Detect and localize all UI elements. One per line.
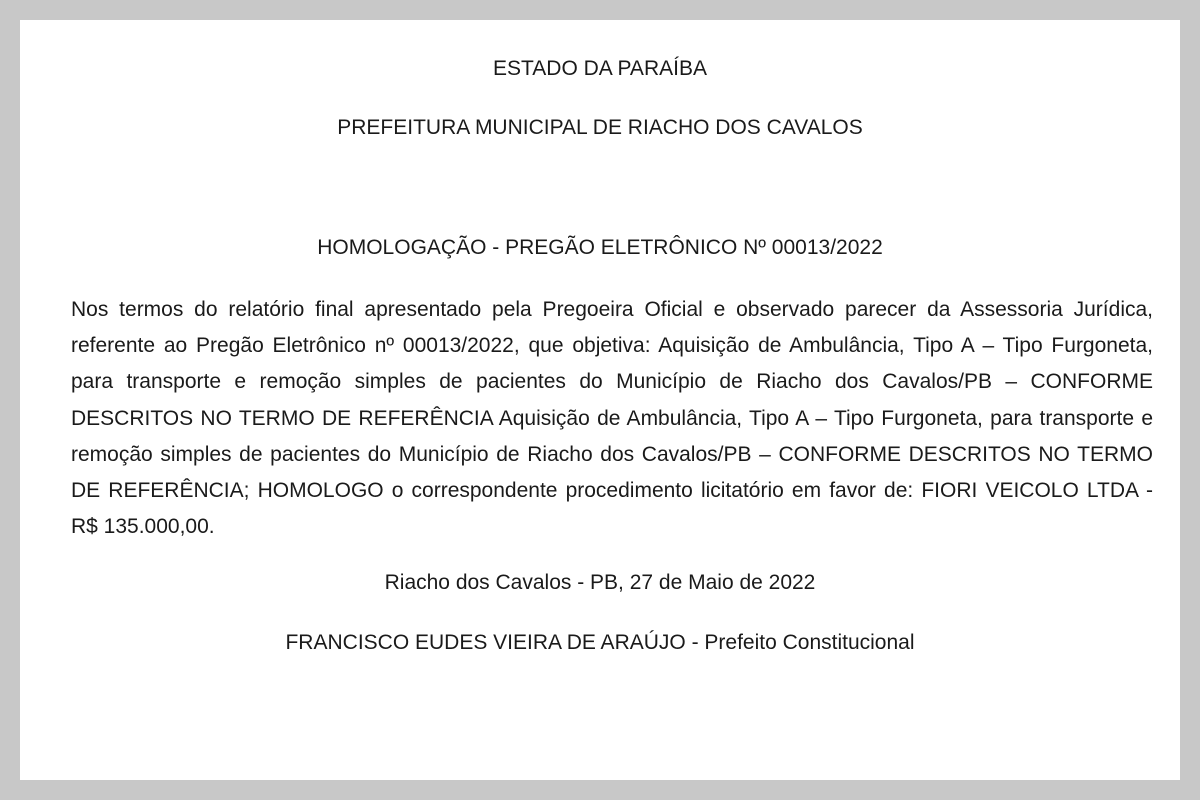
signature-line: FRANCISCO EUDES VIEIRA DE ARAÚJO - Prefeito Constitucional [285, 631, 915, 654]
prefecture-heading: PREFEITURA MUNICIPAL DE RIACHO DOS CAVALOS [337, 116, 863, 139]
date-line: Riacho dos Cavalos - PB, 27 de Maio de 2022 [384, 571, 816, 594]
document-page [20, 20, 1180, 780]
homologation-body: Nos termos do relatório final apresentado pela Pregoeira Oficial e observado parecer da Assessoria Jurídica, referente ao Pregão Eletrônico nº 00013/2022, que objetiva: Aquisição de Ambulância, Tipo A – Tipo Furgoneta, para transporte e remoção simples de pacientes do Município de Riacho dos Cavalos/PB – CONFORME DESCRITOS NO TERMO DE REFERÊNCIA Aquisição de Ambulância, Tipo A – Tipo Furgoneta, para transporte e remoção simples de pacientes do Município de Riacho dos Cavalos/PB – CONFORME DESCRITOS NO TERMO DE REFERÊNCIA; HOMOLOGO o correspondente procedimento licitatório em favor de: FIORI VEICOLO LTDA - R$ 135.000,00. [71, 298, 1153, 539]
state-heading: ESTADO DA PARAÍBA [493, 57, 707, 80]
document-title: HOMOLOGAÇÃO - PREGÃO ELETRÔNICO Nº 00013/2022 [317, 236, 883, 259]
